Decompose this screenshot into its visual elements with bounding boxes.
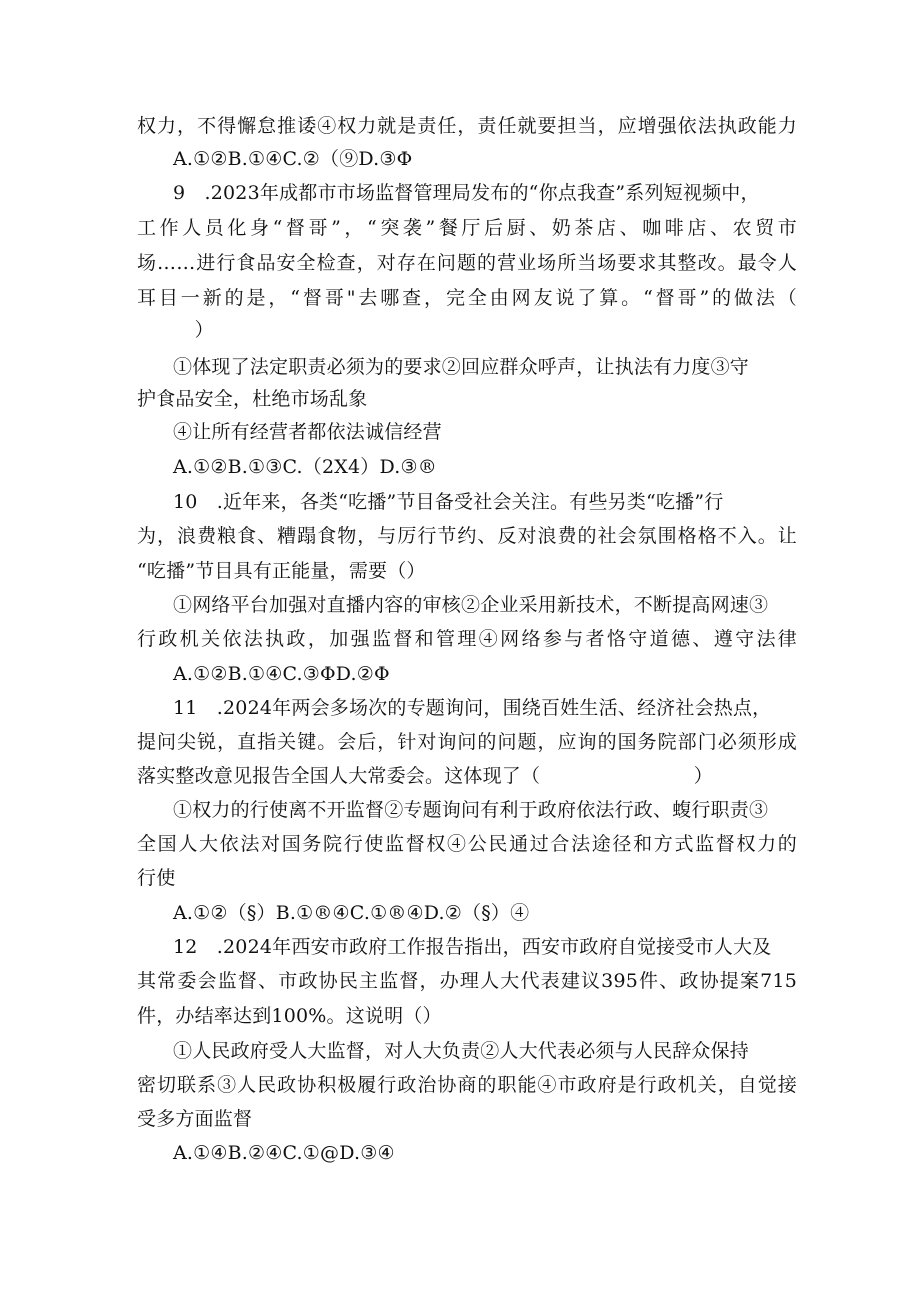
text-line-22: 全国人大依法对国务院行使监督权④公民通过合法途径和方式监督权力的 [137,833,797,855]
answer-options-11: A.①②（§）B.①®④C.①®④D.②（§）④ [173,902,530,924]
text-line-9: 护食品安全，杜绝市场乱象 [137,388,368,410]
question-11-choices: ①权力的行使离不开监督②专题询问有利于政府依法行政、蝮行职责③ [173,799,769,821]
question-12-choices: ①人民政府受人大监督，对人大负责②人大代表必须与人民辞众保持 [173,1040,750,1062]
text-line-30: 受多方面监督 [137,1108,253,1130]
text-line-13: 为，浪费粮食、糟蹋食物，与厉行节约、反对浪费的社会氛围格格不入。让 [137,525,797,547]
question-10-stem: 10 .近年来，各类“吃播”节目备受社会关注。有些另类“吃播”行 [173,491,724,513]
answer-options-9: A.①②B.①③C.（2X4）D.③® [173,456,437,478]
question-12-stem: 12 .2024年西安市政府工作报告指出，西安市政府自觉接受市人大及 [173,936,772,958]
text-line-6: 耳目一新的是，“督哥"去哪查，完全由网友说了算。“督哥”的做法（ [137,287,797,309]
text-line-20: 落实整改意见报告全国人大常委会。这体现了（ ） [137,765,714,787]
question-11-stem: 11 .2024年两会多场次的专题询问，围绕百姓生活、经济社会热点， [173,697,772,719]
question-9-stem: 9 .2023年成都市市场监督管理局发布的“你点我查”系列短视频中， [173,182,760,204]
text-line-29: 密切联系③人民政协积极履行政治协商的职能④市政府是行政机关，自觉接 [137,1074,797,1096]
text-line-16: 行政机关依法执政，加强监督和管理④网络参与者恪守道德、遵守法律 [137,628,797,650]
question-9-choices: ①体现了法定职责必须为的要求②回应群众呼声，让执法有力度③守 [173,356,750,378]
text-line-4: 工作人员化身“督哥”，“突袭”餐厅后厨、奶茶店、咖啡店、农贸市 [137,217,797,239]
text-line-10: ④让所有经营者都依法诚信经营 [173,421,442,443]
text-line-19: 提问尖锐，直指关键。会后，针对询问的问题，应询的国务院部门必须形成 [137,731,797,753]
answer-options-10: A.①②B.①④C.③ΦD.②Φ [173,663,390,685]
text-line-5: 场……进行食品安全检查，对存在问题的营业场所当场要求其整改。最令人 [137,252,797,274]
question-9-blank: ） [137,319,214,341]
answer-options-12: A.①④B.②④C.①@D.③④ [173,1142,395,1164]
text-line-26: 其常委会监督、市政协民主监督，办理人大代表建议395件、政协提案715 [137,970,797,992]
question-10-choices: ①网络平台加强对直播内容的审核②企业采用新技术，不断提高网速③ [173,594,769,616]
text-line-14: “吃播”节目具有正能量，需要（） [137,560,426,582]
text-line-27: 件，办结率达到100%。这说明（） [137,1005,442,1027]
text-line-1: 权力，不得懈怠推诿④权力就是责任，责任就要担当，应增强依法执政能力 [137,115,797,137]
text-line-23: 行使 [137,867,176,889]
answer-options-8: A.①②B.①④C.②（⑨D.③Φ [173,148,413,170]
